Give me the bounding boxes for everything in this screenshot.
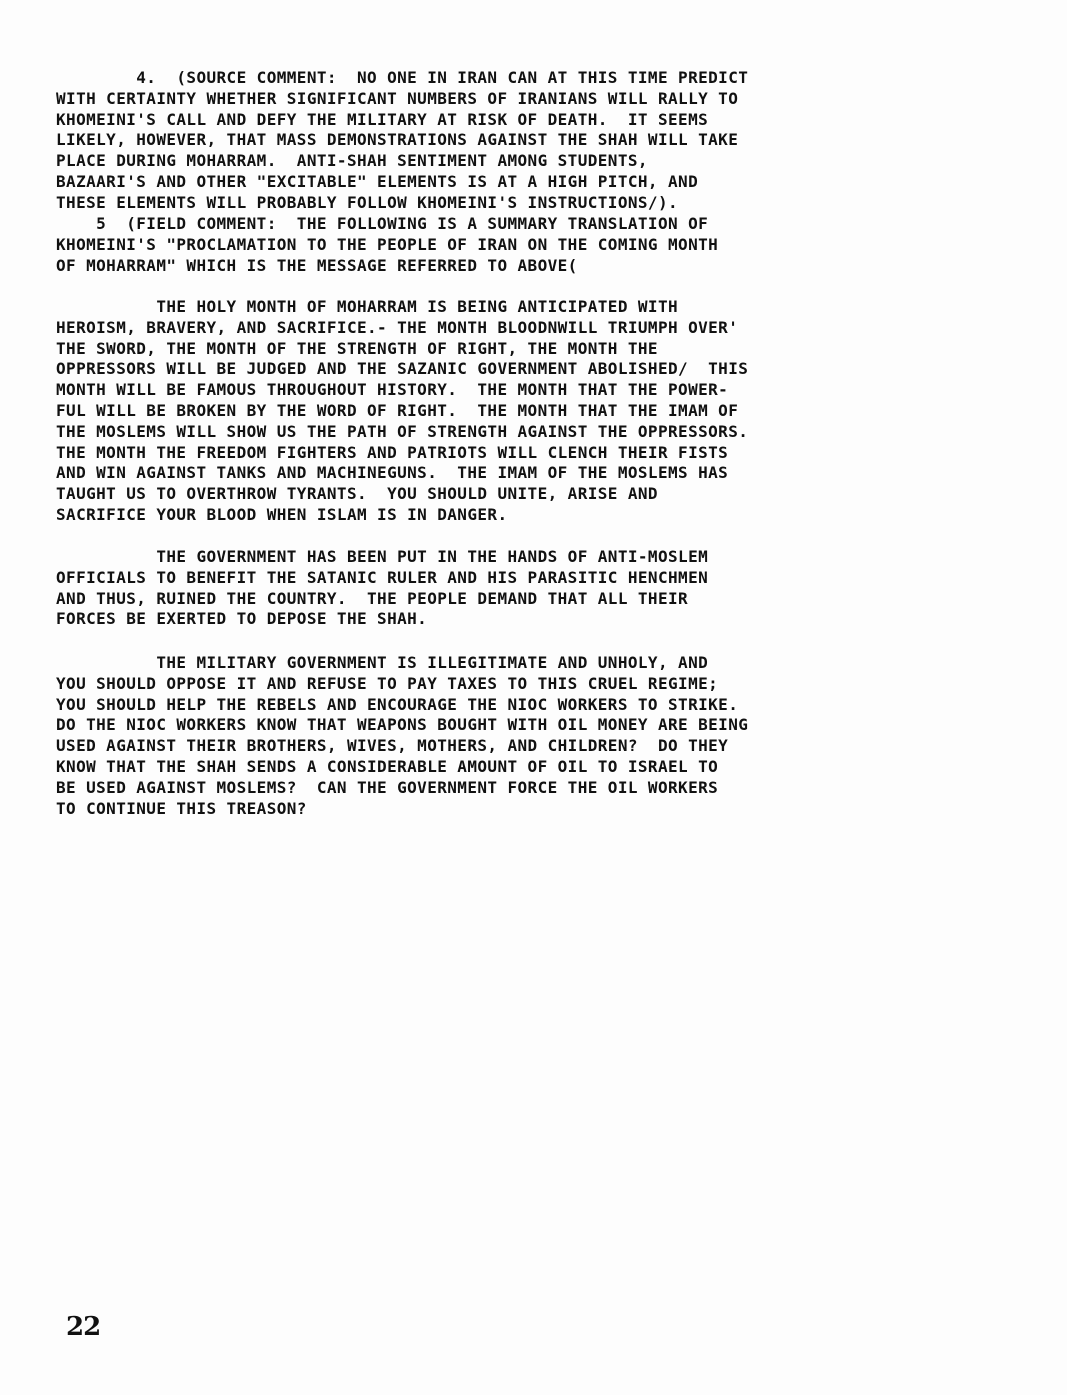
field-comment-paragraph: 5 (FIELD COMMENT: THE FOLLOWING IS A SUMMARY TRANSLATION OF KHOMEINI'S "PROCLAMATION TO THE PEOPLE OF IRAN ON THE COMING MONTH OF MOHARRAM" WHICH IS THE MESSAGE REFERRED TO ABOVE( (56, 214, 719, 275)
proclamation-paragraph-government: THE GOVERNMENT HAS BEEN PUT IN THE HANDS OF ANTI-MOSLEM OFFICIALS TO BENEFIT THE SATANIC RULER AND HIS PARASITIC HENCHMEN AND THUS, RUINED THE COUNTRY. THE PEOPLE DEMAND THAT ALL THEIR FORCES BE EXERTED TO DEPOSE THE SHAH. (56, 547, 709, 629)
source-comment-paragraph: 4. (SOURCE COMMENT: NO ONE IN IRAN CAN AT THIS TIME PREDICT WITH CERTAINTY WHETHER SIGNIFICANT NUMBERS OF IRANIANS WILL RALLY TO KHOMEINI'S CALL AND DEFY THE MILITARY AT RISK OF DEATH. IT SEEMS LIKELY, HOWEVER, THAT MASS DEMONSTRATIONS AGAINST THE SHAH WILL TAKE PLACE DURING MOHARRAM. ANTI-SHAH SENTIMENT AMONG STUDENTS, BAZAARI'S AND OTHER "EXCITABLE" ELEMENTS IS AT A HIGH PITCH, AND THESE ELEMENTS WILL PROBABLY FOLLOW KHOMEINI'S INSTRUCTIONS/). (56, 68, 749, 212)
proclamation-paragraph-holy-month: THE HOLY MONTH OF MOHARRAM IS BEING ANTICIPATED WITH HEROISM, BRAVERY, AND SACRIFICE.- THE MONTH BLOODNWILL TRIUMPH OVER' THE SWORD, THE MONTH OF THE STRENGTH OF RIGHT, THE MONTH THE OPPRESSORS WILL BE JUDGED AND THE SAZANIC GOVERNMENT ABOLISHED/ THIS MONTH WILL BE FAMOUS THROUGHOUT HISTORY. THE MONTH THAT THE POWER- FUL WILL BE BROKEN BY THE WORD OF RIGHT. THE MONTH THAT THE IMAM OF THE MOSLEMS WILL SHOW US THE PATH OF STRENGTH AGAINST THE OPPRESSORS. THE MONTH THE FREEDOM FIGHTERS AND PATRIOTS WILL CLENCH THEIR FISTS AND WIN AGAINST TANKS AND MACHINEGUNS. THE IMAM OF THE MOSLEMS HAS TAUGHT US TO OVERTHROW TYRANTS. YOU SHOULD UNITE, ARISE AND SACRIFICE YOUR BLOOD WHEN ISLAM IS IN DANGER. (56, 297, 749, 524)
page-number: 22 (66, 1312, 101, 1342)
proclamation-paragraph-military-government: THE MILITARY GOVERNMENT IS ILLEGITIMATE AND UNHOLY, AND YOU SHOULD OPPOSE IT AND REFUSE TO PAY TAXES TO THIS CRUEL REGIME; YOU SHOULD HELP THE REBELS AND ENCOURAGE THE NIOC WORKERS TO STRIKE. DO THE NIOC WORKERS KNOW THAT WEAPONS BOUGHT WITH OIL MONEY ARE BEING USED AGAINST THEIR BROTHERS, WIVES, MOTHERS, AND CHILDREN? DO THEY KNOW THAT THE SHAH SENDS A CONSIDERABLE AMOUNT OF OIL TO ISRAEL TO BE USED AGAINST MOSLEMS? CAN THE GOVERNMENT FORCE THE OIL WORKERS TO CONTINUE THIS TREASON? (56, 653, 749, 818)
